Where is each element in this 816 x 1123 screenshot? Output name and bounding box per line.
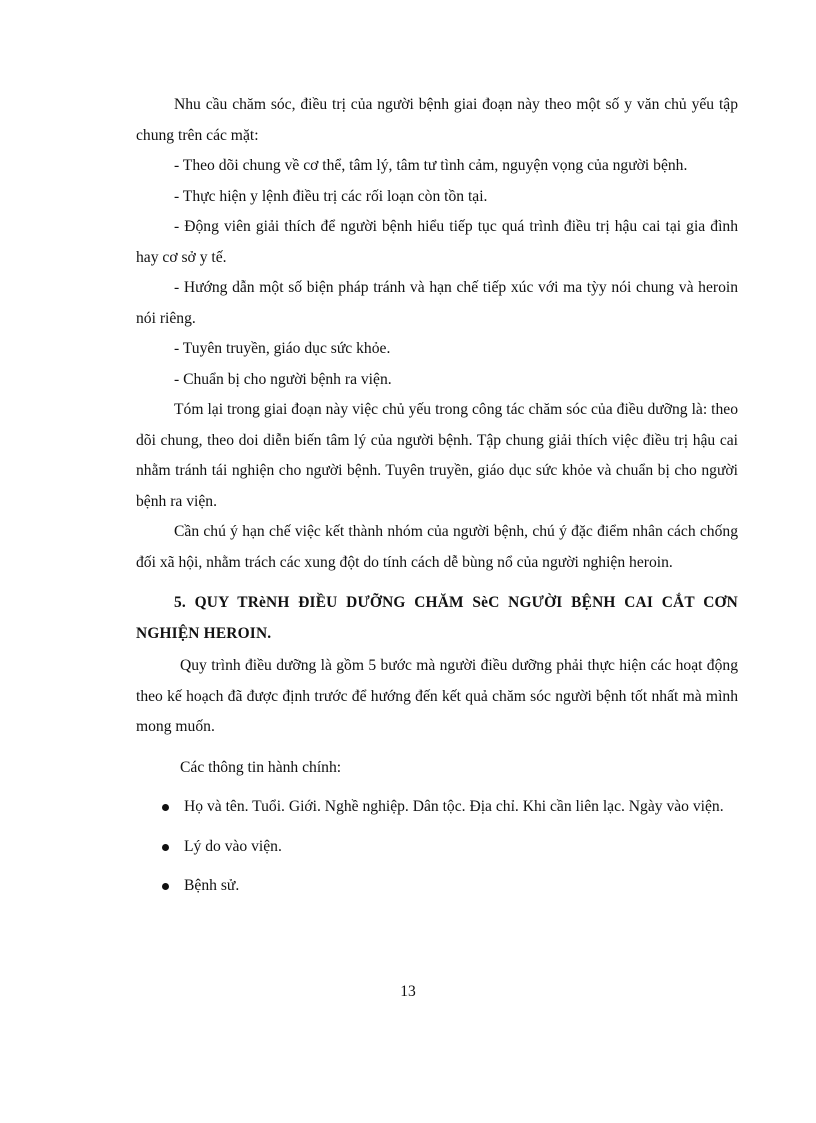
bullet-icon [162, 844, 169, 851]
bullet-icon [162, 883, 169, 890]
care-item-discharge: - Chuẩn bị cho người bệnh ra viện. [174, 370, 392, 388]
page-number: 13 [400, 983, 416, 1000]
section-heading: 5. QUY TRèNH ĐIỀU DƯỠNG CHĂM SèC NGƯỜI BỆNH CAI CẮT CƠN NGHIỆN HEROIN. [136, 594, 738, 642]
care-item-monitoring: - Theo dõi chung về cơ thể, tâm lý, tâm tư tình cảm, nguyện vọng của người bệnh. [174, 157, 688, 174]
caution-paragraph: Cần chú ý hạn chế việc kết thành nhóm của người bệnh, chú ý đặc điểm nhân cách chống đối xã hội, nhằm trách các xung đột do tính cách dễ bùng nổ của người nghiện heroin. [136, 523, 738, 571]
list-item-text: Bệnh sử. [184, 877, 240, 894]
list-item-text: Họ và tên. Tuổi. Giới. Nghề nghiệp. Dân tộc. Địa chỉ. Khi cần liên lạc. Ngày vào viện. [184, 798, 724, 815]
admin-info-list [136, 792, 738, 902]
list-item-text: Lý do vào viện. [184, 837, 282, 855]
section-intro: Quy trình điều dưỡng là gồm 5 bước mà người điều dưỡng phải thực hiện các hoạt động theo kế hoạch đã được định trước để hướng đến kết quả chăm sóc người bệnh tốt nhất mà mình mong muốn. [136, 657, 738, 735]
care-item-treatment: - Thực hiện y lệnh điều trị các rối loạn còn tồn tại. [174, 187, 488, 205]
care-item-guidance: - Hướng dẫn một số biện pháp tránh và hạn chế tiếp xúc với ma tỳy nói chung và heroin nói riêng. [136, 279, 738, 327]
bullet-icon [162, 804, 169, 811]
list-item [136, 871, 738, 902]
care-item-education: - Tuyên truyền, giáo dục sức khỏe. [174, 340, 391, 357]
list-item [136, 832, 738, 863]
care-item-encouragement: - Động viên giải thích để người bệnh hiểu tiếp tục quá trình điều trị hậu cai tại gia đình hay cơ sở y tế. [136, 218, 738, 266]
list-item [136, 792, 738, 823]
admin-info-label: Các thông tin hành chính: [180, 758, 342, 776]
care-needs-intro: Nhu cầu chăm sóc, điều trị của người bệnh giai đoạn này theo một số y văn chủ yếu tập chung trên các mặt: [136, 96, 738, 144]
summary-paragraph: Tóm lại trong giai đoạn này việc chủ yếu trong công tác chăm sóc của điều dưỡng là: theo dõi chung, theo doi diễn biến tâm lý của người bệnh. Tập chung giải thích việc điều trị hậu cai nhằm tránh tái nghiện cho người bệnh. Tuyên truyền, giáo dục sức khỏe và chuẩn bị cho người bệnh ra viện. [136, 401, 738, 510]
main-text [136, 90, 738, 902]
